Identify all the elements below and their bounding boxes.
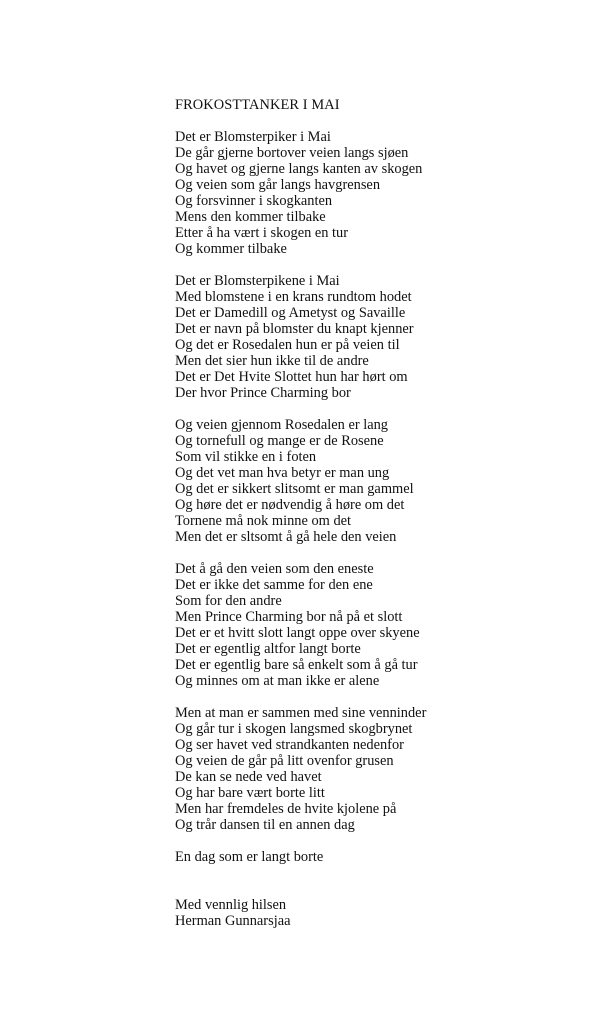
- poem-line: Og havet og gjerne langs kanten av skogen: [175, 161, 423, 177]
- poem-line: Men Prince Charming bor nå på et slott: [175, 609, 403, 625]
- poem-line: Og kommer tilbake: [175, 241, 287, 257]
- poem-line: Og minnes om at man ikke er alene: [175, 673, 380, 689]
- stanza-6: [175, 849, 595, 865]
- stanza-2: [175, 273, 595, 401]
- poem-line: Som for den andre: [175, 593, 282, 609]
- poem-line: Det er Damedill og Ametyst og Savaille: [175, 305, 406, 321]
- poem-line: Og har bare vært borte litt: [175, 785, 325, 801]
- poem-line: Det er egentlig altfor langt borte: [175, 641, 361, 657]
- poem-line: Og veien de går på litt ovenfor grusen: [175, 753, 394, 769]
- poem-line: En dag som er langt borte: [175, 849, 324, 865]
- poem-line: De kan se nede ved havet: [175, 769, 322, 785]
- poem-line: Som vil stikke en i foten: [175, 449, 317, 465]
- poem-line: Med blomstene i en krans rundtom hodet: [175, 289, 412, 305]
- author-name: Herman Gunnarsjaa: [175, 913, 291, 929]
- poem-line: Og veien gjennom Rosedalen er lang: [175, 417, 388, 433]
- poem-line: Tornene må nok minne om det: [175, 513, 352, 529]
- stanza-1: [175, 129, 595, 257]
- poem-line: Det er Blomsterpikene i Mai: [175, 273, 340, 289]
- poem-line: Og går tur i skogen langsmed skogbrynet: [175, 721, 413, 737]
- poem-line: Det er egentlig bare så enkelt som å gå tur: [175, 657, 418, 673]
- stanza-4: [175, 561, 595, 689]
- poem-line: Og høre det er nødvendig å høre om det: [175, 497, 405, 513]
- poem-line: Og trår dansen til en annen dag: [175, 817, 355, 833]
- stanza-5: [175, 705, 595, 833]
- stanza-3: [175, 417, 595, 545]
- poem-line: Og det er sikkert slitsomt er man gammel: [175, 481, 414, 497]
- poem-line: Og veien som går langs havgrensen: [175, 177, 381, 193]
- poem-line: Det er Blomsterpiker i Mai: [175, 129, 331, 145]
- poem-line: Men det er sltsomt å gå hele den veien: [175, 529, 397, 545]
- poem-line: Etter å ha vært i skogen en tur: [175, 225, 349, 241]
- poem-line: Og ser havet ved strandkanten nedenfor: [175, 737, 404, 753]
- poem-title: FROKOSTTANKER I MAI: [175, 97, 340, 113]
- closing: [175, 897, 595, 929]
- poem-line: Og det er Rosedalen hun er på veien til: [175, 337, 400, 353]
- poem-line: Og forsvinner i skogkanten: [175, 193, 333, 209]
- poem-line: Men det sier hun ikke til de andre: [175, 353, 369, 369]
- poem-line: Det er Det Hvite Slottet hun har hørt om: [175, 369, 408, 385]
- poem-line: Det er et hvitt slott langt oppe over skyene: [175, 625, 420, 641]
- poem-line: Det å gå den veien som den eneste: [175, 561, 374, 577]
- poem-line: De går gjerne bortover veien langs sjøen: [175, 145, 409, 161]
- poem: [175, 97, 595, 929]
- poem-line: Og det vet man hva betyr er man ung: [175, 465, 390, 481]
- poem-line: Men har fremdeles de hvite kjolene på: [175, 801, 397, 817]
- poem-line: Mens den kommer tilbake: [175, 209, 326, 225]
- poem-line: Der hvor Prince Charming bor: [175, 385, 351, 401]
- poem-line: Det er navn på blomster du knapt kjenner: [175, 321, 414, 337]
- closing-greeting: Med vennlig hilsen: [175, 897, 287, 913]
- poem-line: Og tornefull og mange er de Rosene: [175, 433, 384, 449]
- poem-line: Det er ikke det samme for den ene: [175, 577, 373, 593]
- poem-line: Men at man er sammen med sine venninder: [175, 705, 427, 721]
